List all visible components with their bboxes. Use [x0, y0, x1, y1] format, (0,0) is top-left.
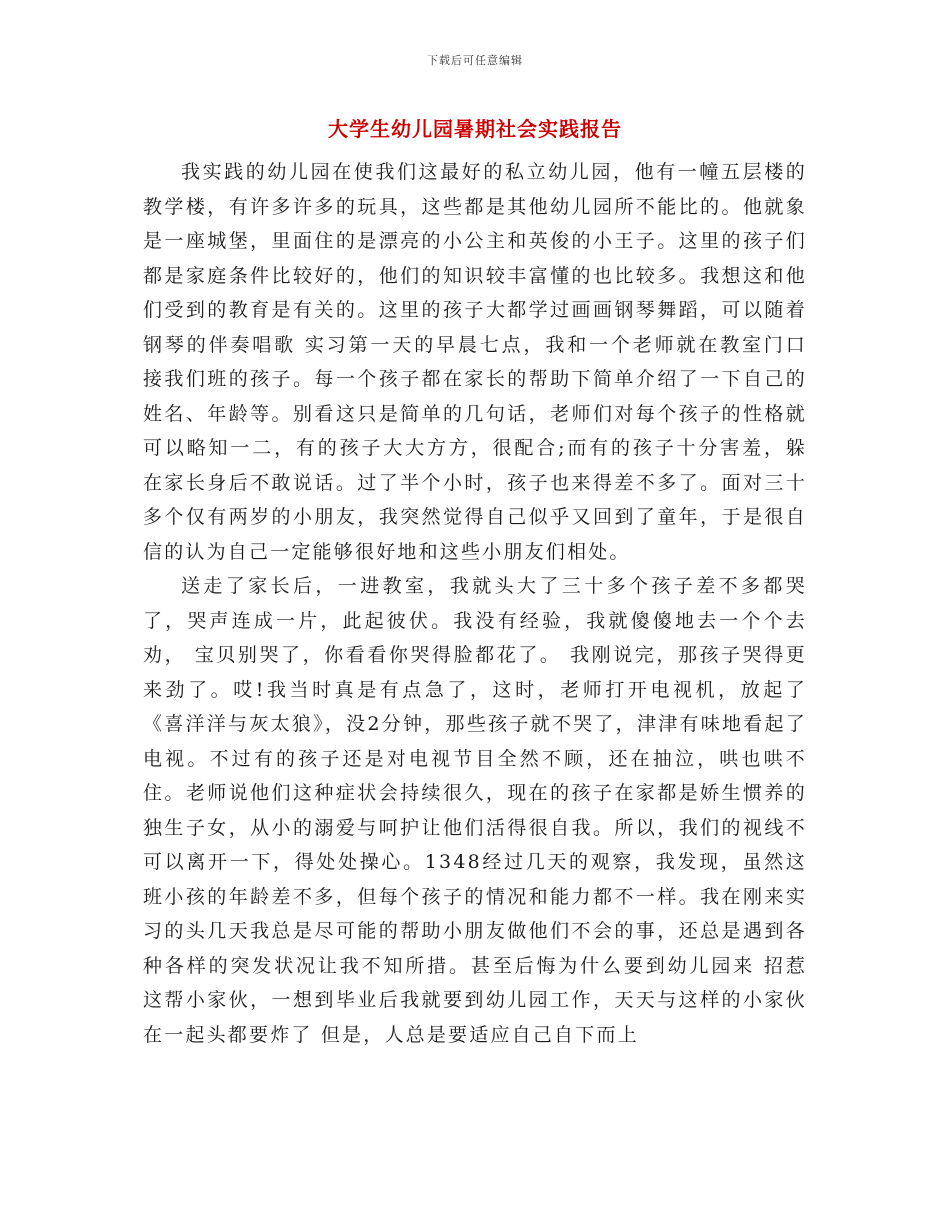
document-body — [143, 155, 807, 1052]
paragraph: 我实践的幼儿园在使我们这最好的私立幼儿园，他有一幢五层楼的教学楼，有许多许多的玩具，这些都是其他幼儿园所不能比的。他就象是一座城堡，里面住的是漂亮的小公主和英俊的小王子。这里的孩子们都是家庭条件比较好的，他们的知识较丰富懂的也比较多。我想这和他们受到的教育是有关的。这里的孩子大都学过画画钢琴舞蹈，可以随着钢琴的伴奏唱歌 实习第一天的早晨七点，我和一个老师就在教室门口接我们班的孩子。每一个孩子都在家长的帮助下简单介绍了一下自己的姓名、年龄等。别看这只是简单的几句话，老师们对每个孩子的性格就可以略知一二，有的孩子大大方方，很配合;而有的孩子十分害羞，躲在家长身后不敢说话。过了半个小时，孩子也来得差不多了。面对三十多个仅有两岁的小朋友，我突然觉得自己似乎又回到了童年，于是很自信的认为自己一定能够很好地和这些小朋友们相处。 — [143, 161, 807, 563]
document-title: 大学生幼儿园暑期社会实践报告 — [328, 117, 622, 141]
header-note: 下载后可任意编辑 — [427, 54, 523, 67]
paragraph: 送走了家长后，一进教室，我就头大了三十多个孩子差不多都哭了，哭声连成一片，此起彼伏。我没有经验，我就傻傻地去一个个去劝， 宝贝别哭了，你看看你哭得脸都花了。 我刚说完，那孩子哭得更来劲了。哎!我当时真是有点急了，这时，老师打开电视机，放起了《喜洋洋与灰太狼》，没2分钟，那些孩子就不哭了，津津有味地看起了电视。不过有的孩子还是对电视节目全然不顾，还在抽泣，哄也哄不住。老师说他们这种症状会持续很久，现在的孩子在家都是娇生惯养的独生子女，从小的溺爱与呵护让他们活得很自我。所以，我们的视线不可以离开一下，得处处操心。1348经过几天的观察，我发现，虽然这班小孩的年龄差不多，但每个孩子的情况和能力都不一样。我在刚来实习的头几天我总是尽可能的帮助小朋友做他们不会的事，还总是遇到各种各样的突发状况让我不知所措。甚至后悔为什么要到幼儿园来 招惹 这帮小家伙，一想到毕业后我就要到幼儿园工作，天天与这样的小家伙在一起头都要炸了 但是，人总是要适应自己自下而上 — [143, 575, 807, 1046]
